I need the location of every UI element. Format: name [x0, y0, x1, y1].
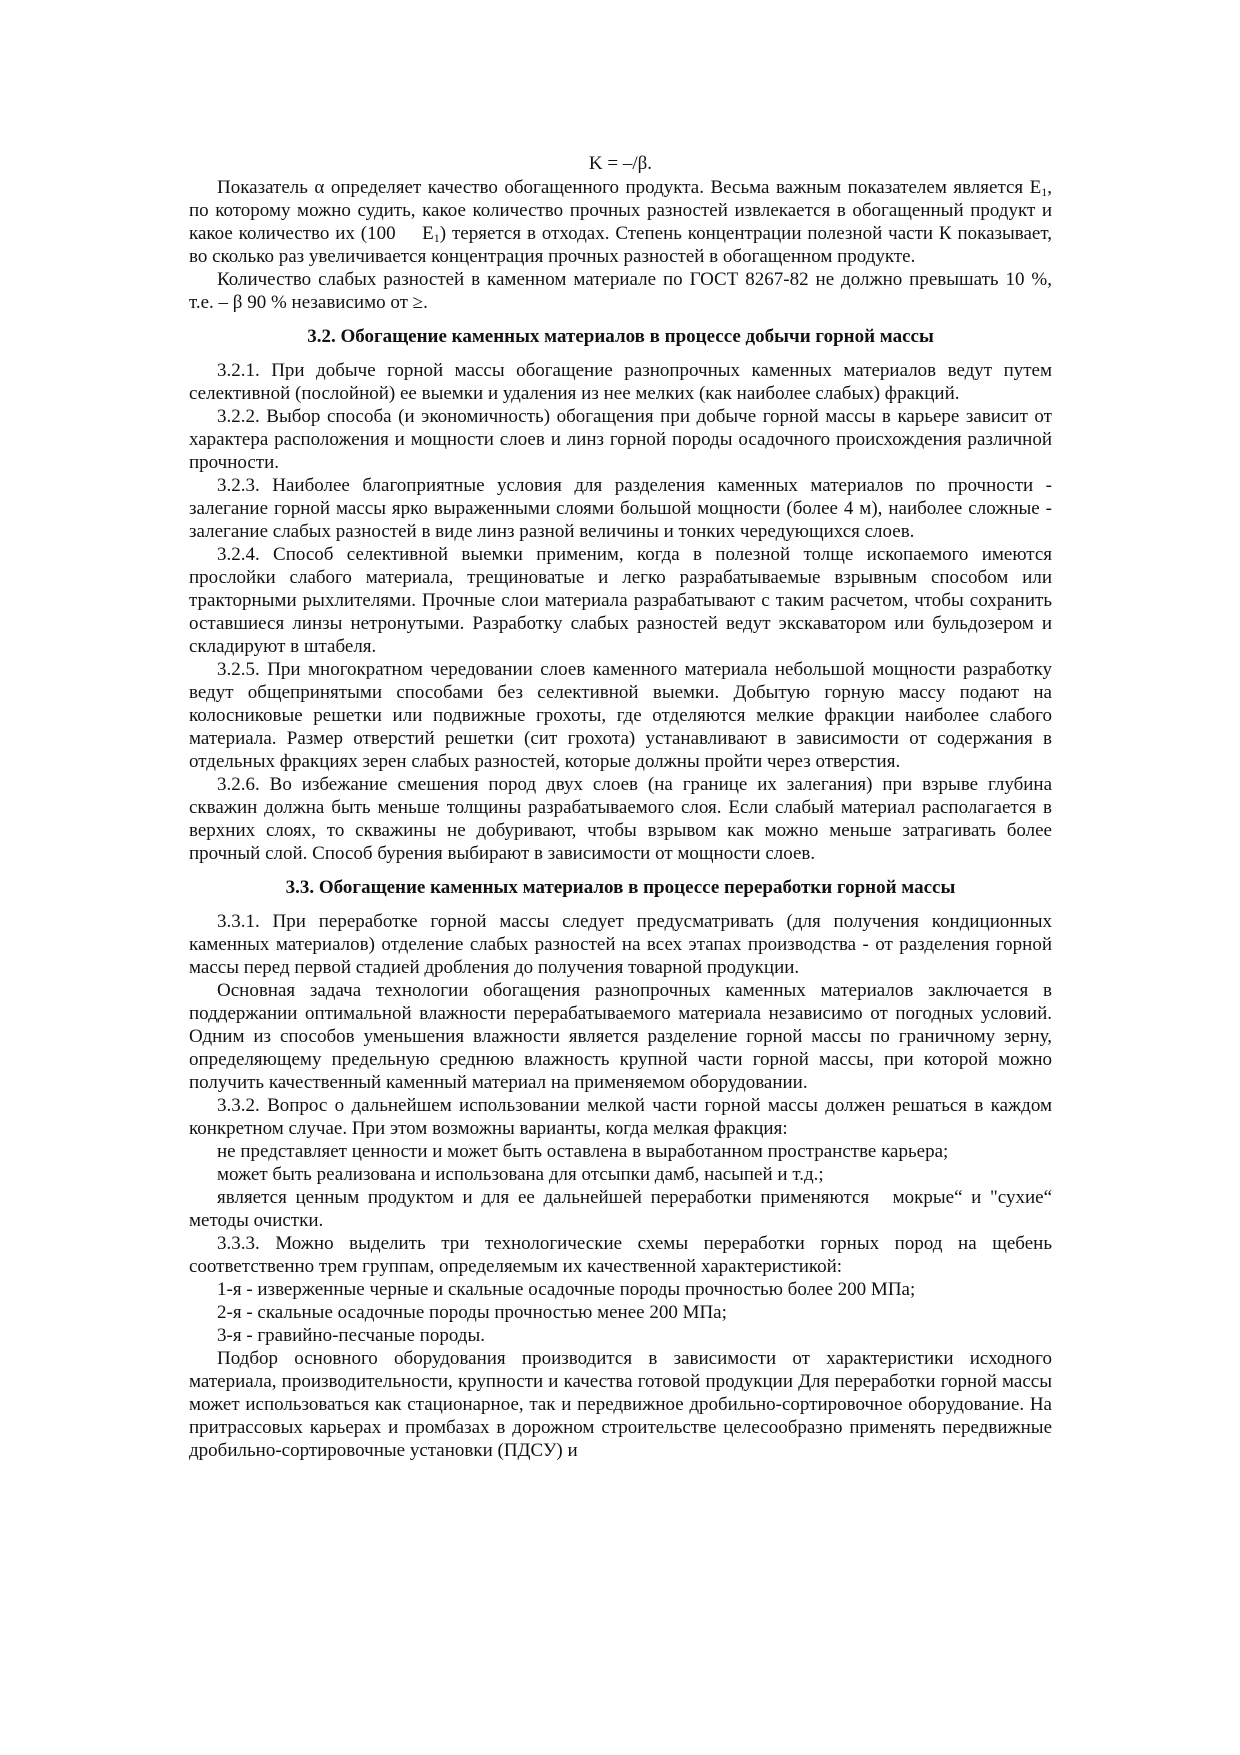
paragraph-3-3-1: 3.3.1. При переработке горной массы следует предусматривать (для получения кондиционных каменных материалов) отделение слабых разностей на всех этапах производства - от разделения горной массы перед первой стадией дробления до получения товарной продукции.	[189, 911, 1052, 978]
paragraph-main-task: Основная задача технологии обогащения разнопрочных каменных материалов заключается в поддержании оптимальной влажности перерабатываемого материала независимо от погодных условий. Одним из способов уменьшения влажности является разделение горной массы по граничному зерну, определяющему предельную среднюю влажность крупной части горной массы, при которой можно получить качественный каменный материал на применяемом оборудовании.	[189, 980, 1052, 1093]
list-item-group-2: 2-я - скальные осадочные породы прочностью менее 200 МПа;	[217, 1302, 727, 1323]
paragraph-3-2-6: 3.2.6. Во избежание смешения пород двух слоев (на границе их залегания) при взрыве глубина скважин должна быть меньше толщины разрабатываемого слоя. Если слабый материал располагается в верхних слоях, то скважины не добуривают, чтобы взрывом как можно меньше затрагивать более прочный слой. Способ бурения выбирают в зависимости от мощности слоев.	[189, 774, 1052, 864]
section-3-2-heading: 3.2. Обогащение каменных материалов в процессе добычи горной массы	[307, 326, 934, 347]
formula-k: K = –/β.	[588, 153, 653, 174]
paragraph-3-2-3: 3.2.3. Наиболее благоприятные условия для разделения каменных материалов по прочности - залегание горной массы ярко выраженными слоями большой мощности (более 4 м), наиболее сложные - залегание слабых разностей в виде линз разной величины и тонких чередующихся слоев.	[189, 475, 1052, 542]
paragraph-3-3-3: 3.3.3. Можно выделить три технологические схемы переработки горных пород на щебень соответственно трем группам, определяемым их качественной характеристикой:	[189, 1233, 1052, 1277]
subscript-1: 1	[1041, 185, 1048, 199]
intro-text-c: ) теряется в отходах. Степень концентрации полезной части К показывает, во сколько раз увеличивается концентрация прочных разностей в обогащенном продукте.	[189, 223, 1052, 267]
subscript-2: 1	[433, 231, 440, 245]
paragraph-3-2-2: 3.2.2. Выбор способа (и экономичность) обогащения при добыче горной массы в карьере зависит от характера расположения и мощности слоев и линз горной породы осадочного происхождения различной прочности.	[189, 406, 1052, 473]
intro-text-a: Показатель α определяет качество обогащенного продукта. Весьма важным показателем является Е	[217, 177, 1042, 198]
list-item-variant-3: является ценным продуктом и для ее дальнейшей переработки применяются  мокрые“ и "сухие“ методы очистки.	[189, 1187, 1052, 1231]
paragraph-equipment: Подбор основного оборудования производится в зависимости от характеристики исходного материала, производительности, крупности и качества готовой продукции Для переработки горной массы может использоваться как стационарное, так и передвижное дробильно-сортировочное оборудование. На притрассовых карьерах и промбазах в дорожном строительстве целесообразно применять передвижные дробильно-сортировочные установки (ПДСУ) и	[189, 1348, 1052, 1461]
list-item-group-1: 1-я - изверженные черные и скальные осадочные породы прочностью более 200 МПа;	[217, 1279, 916, 1300]
list-item-group-3: 3-я - гравийно-песчаные породы.	[217, 1325, 485, 1346]
paragraph-3-2-5: 3.2.5. При многократном чередовании слоев каменного материала небольшой мощности разработку ведут общепринятыми способами без селективной выемки. Добытую горную массу подают на колосниковые решетки или подвижные грохоты, где отделяются мелкие фракции наиболее слабого материала. Размер отверстий решетки (сит грохота) устанавливают в зависимости от содержания в отдельных фракциях зерен слабых разностей, которые должны пройти через отверстия.	[189, 659, 1052, 772]
paragraph-3-2-1: 3.2.1. При добыче горной массы обогащение разнопрочных каменных материалов ведут путем селективной (послойной) ее выемки и удаления из нее мелких (как наиболее слабых) фракций.	[189, 360, 1052, 404]
document-page	[189, 152, 1052, 1462]
list-item-variant-2: может быть реализована и использована для отсыпки дамб, насыпей и т.д.;	[217, 1164, 824, 1185]
paragraph-3-2-4: 3.2.4. Способ селективной выемки применим, когда в полезной толще ископаемого имеются прослойки слабого материала, трещиноватые и легко разрабатываемые взрывным способом или тракторными рыхлителями. Прочные слои материала разрабатывают с таким расчетом, чтобы сохранить оставшиеся линзы нетронутыми. Разработку слабых разностей ведут экскаватором или бульдозером и складируют в штабеля.	[189, 544, 1052, 657]
list-item-variant-1: не представляет ценности и может быть оставлена в выработанном пространстве карьера;	[217, 1141, 949, 1162]
section-3-3-heading: 3.3. Обогащение каменных материалов в процессе переработки горной массы	[285, 877, 956, 898]
intro-paragraph-2: Количество слабых разностей в каменном материале по ГОСТ 8267-82 не должно превышать 10 %, т.е. – β 90 % независимо от ≥.	[189, 269, 1052, 313]
intro-paragraph-1	[189, 176, 1052, 268]
paragraph-3-3-2: 3.3.2. Вопрос о дальнейшем использовании мелкой части горной массы должен решаться в каждом конкретном случае. При этом возможны варианты, когда мелкая фракция:	[189, 1095, 1052, 1139]
intro-text-b: , по которому можно судить, какое количество прочных разностей извлекается в обогащенный продукт и какое количество их (100   Е	[189, 177, 1052, 244]
